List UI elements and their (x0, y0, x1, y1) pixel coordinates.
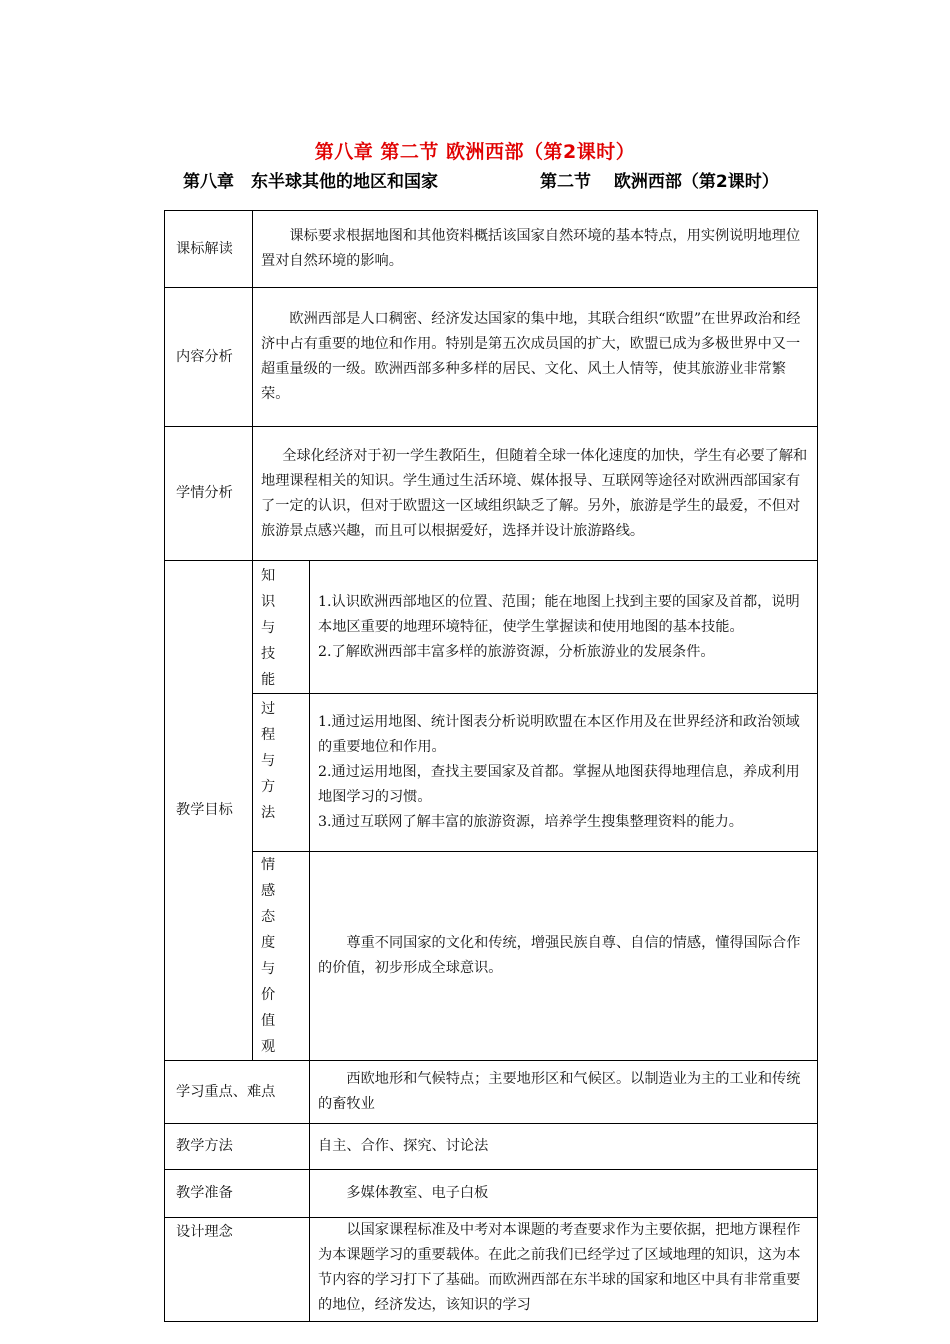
row-content-methods: 自主、合作、探究、讨论法 (310, 1124, 818, 1170)
objective-line: 1.通过运用地图、统计图表分析说明欧盟在本区作用及在世界经济和政治领域的重要地位和作用。 (318, 714, 800, 755)
row-content-student-analysis: 全球化经济对于初一学生教陌生，但随着全球一体化速度的加快，学生有必要了解和地理课程相关的知识。学生通过生活环境、媒体报导、互联网等途径对欧洲西部国家有了一定的认识，但对于欧盟这一区域组织缺乏了解。另外，旅游是学生的最爱，不但对旅游景点感兴趣，而且可以根据爱好，选择并设计旅游路线。 (253, 427, 818, 561)
table-row (165, 211, 818, 288)
row-content-design: 以国家课程标准及中考对本课题的考查要求作为主要依据，把地方课程作为本课题学习的重要载体。在此之前我们已经学过了区域地理的知识，这为本节内容的学习打下了基础。而欧洲西部在东半球的国家和地区中具有非常重要的地位，经济发达，该知识的学习 (318, 1222, 801, 1313)
row-label-methods: 教学方法 (165, 1124, 310, 1170)
row-label-objectives: 教学目标 (165, 561, 253, 1061)
objective-line: 尊重不同国家的文化和传统，增强民族自尊、自信的情感，懂得国际合作的价值，初步形成全球意识。 (318, 935, 801, 976)
row-label-standards: 课标解读 (165, 211, 253, 288)
table-row (165, 561, 818, 694)
objective-content-knowledge (310, 561, 818, 694)
section-subtitle: 第二节 欧洲西部（第2课时） (540, 172, 779, 192)
table-row (165, 852, 818, 1061)
objective-sublabel-attitude: 情感态度与价值观 (253, 852, 310, 1061)
table-row (165, 427, 818, 561)
row-content-content-analysis: 欧洲西部是人口稠密、经济发达国家的集中地，其联合组织“欧盟”在世界政治和经济中占有重要的地位和作用。特别是第五次成员国的扩大，欧盟已成为多极世界中又一超重量级的一级。欧洲西部多种多样的居民、文化、风土人情等，使其旅游业非常繁荣。 (253, 288, 818, 427)
objective-line: 1.认识欧洲西部地区的位置、范围；能在地图上找到主要的国家及首都，说明本地区重要的地理环境特征，使学生掌握读和使用地图的基本技能。 (318, 593, 800, 635)
objective-line: 2.了解欧洲西部丰富多样的旅游资源，分析旅游业的发展条件。 (318, 643, 715, 660)
objective-content-attitude (310, 852, 818, 1061)
table-row (165, 1061, 818, 1124)
table-row (165, 1170, 818, 1218)
row-content-key-points: 西欧地形和气候特点；主要地形区和气候区。以制造业为主的工业和传统的畜牧业 (310, 1061, 818, 1124)
document-title: 第八章 第二节 欧洲西部（第2课时） (314, 141, 636, 163)
row-label-content-analysis: 内容分析 (165, 288, 253, 427)
lesson-plan-table (164, 210, 818, 1322)
row-label-design: 设计理念 (165, 1218, 310, 1322)
objective-sublabel-process: 过程与方法 (253, 694, 310, 852)
table-row (165, 288, 818, 427)
row-label-key-points: 学习重点、难点 (165, 1061, 310, 1124)
chapter-subtitle: 第八章 东半球其他的地区和国家 (183, 172, 438, 192)
objective-sublabel-knowledge: 知识与技能 (253, 561, 310, 694)
row-label-student-analysis: 学情分析 (165, 427, 253, 561)
table-row (165, 694, 818, 852)
objective-content-process (310, 694, 818, 852)
objective-line: 2.通过运用地图，查找主要国家及首都。掌握从地图获得地理信息，养成利用地图学习的习惯。 (318, 764, 800, 805)
row-content-preparation: 多媒体教室、电子白板 (310, 1170, 818, 1218)
row-content-design-cell (310, 1218, 818, 1322)
table-row (165, 1124, 818, 1170)
row-content-standards: 课标要求根据地图和其他资料概括该国家自然环境的基本特点，用实例说明地理位置对自然环境的影响。 (253, 211, 818, 288)
objective-line: 3.通过互联网了解丰富的旅游资源，培养学生搜集整理资料的能力。 (318, 814, 743, 830)
table-row (165, 1218, 818, 1322)
row-label-preparation: 教学准备 (165, 1170, 310, 1218)
